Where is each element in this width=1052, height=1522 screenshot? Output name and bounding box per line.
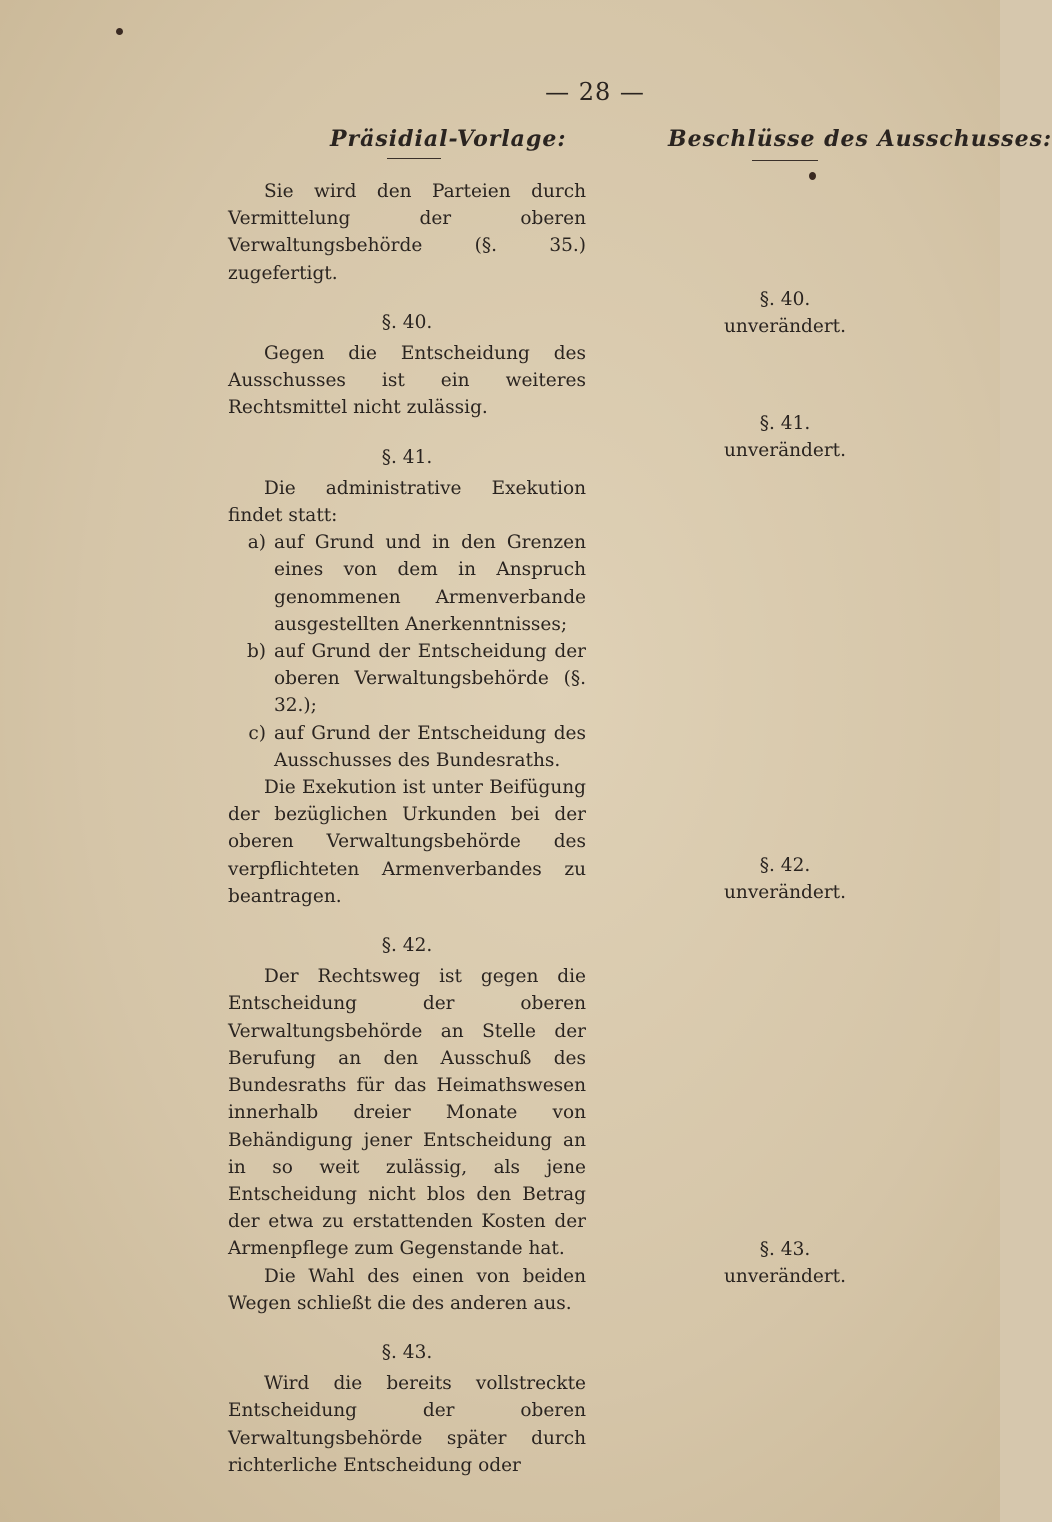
section-43-decision: unverändert. xyxy=(724,1266,846,1288)
section-41-text-2: Die Exekution ist unter Beifügung der bezüglichen Urkunden bei der oberen Verwaltungsbehörde des verpflichteten Armenverbandes zu beantragen. xyxy=(228,777,586,907)
section-42-text: Der Rechtsweg ist gegen die Entscheidung der oberen Verwaltungsbehörde an Stelle der Berufung an den Ausschuß des Bundesraths für das Heimathswesen innerhalb dreier Monate von Behändigung jener Entscheidung an in so weit zulässig, als jene Entscheidung nicht blos den Betrag der etwa zu erstattenden Kosten der Armenpflege zum Gegenstande hat. xyxy=(228,966,586,1260)
left-column xyxy=(228,178,586,1479)
list-item xyxy=(228,720,586,774)
section-43-title: §. 43. xyxy=(381,1341,433,1363)
section-41-decision: unverändert. xyxy=(724,440,846,462)
right-block-40 xyxy=(640,286,930,340)
list-item xyxy=(228,529,586,638)
section-42-title: §. 42. xyxy=(759,855,811,876)
list-item-label: b) xyxy=(246,641,266,663)
list-item-text: auf Grund und in den Grenzen eines von dem in Anspruch genommenen Armenverbande ausgestellten Anerkenntnisses; xyxy=(274,532,586,635)
section-42-title: §. 42. xyxy=(381,935,433,957)
right-block-43 xyxy=(640,1236,930,1290)
ink-spot xyxy=(809,172,816,180)
section-41-text: Die administrative Exekution findet statt: xyxy=(228,477,586,527)
section-42-decision: unverändert. xyxy=(724,882,846,904)
heading-divider xyxy=(387,158,441,159)
right-block-41 xyxy=(640,410,930,464)
right-column-heading: Beschlüsse des Ausschusses: xyxy=(668,126,1052,152)
list-item-text: auf Grund der Entscheidung des Ausschusses des Bundesraths. xyxy=(274,722,586,771)
list-item-label: c) xyxy=(248,722,266,744)
section-43-text: Wird die bereits vollstreckte Entscheidung der oberen Verwaltungsbehörde später durch richterliche Entscheidung oder xyxy=(228,1373,586,1476)
intro-paragraph: Sie wird den Parteien durch Vermittelung der oberen Verwaltungsbehörde (§. 35.) zugefertigt. xyxy=(228,181,586,284)
section-40-title: §. 40. xyxy=(381,311,433,333)
section-41-title: §. 41. xyxy=(381,446,433,468)
section-41-title: §. 41. xyxy=(759,413,811,434)
list-item-text: auf Grund der Entscheidung der oberen Verwaltungsbehörde (§. 32.); xyxy=(274,641,586,717)
section-40-text: Gegen die Entscheidung des Ausschusses ist ein weiteres Rechtsmittel nicht zulässig. xyxy=(228,343,586,419)
page-number: — 28 — xyxy=(545,78,645,106)
section-40-decision: unverändert. xyxy=(724,316,846,338)
section-40-title: §. 40. xyxy=(759,289,811,310)
list-item xyxy=(228,638,586,720)
section-42-text-2: Die Wahl des einen von beiden Wegen schließt die des anderen aus. xyxy=(228,1265,586,1314)
right-block-42 xyxy=(640,852,930,906)
heading-divider xyxy=(752,160,818,161)
left-column-heading: Präsidial-Vorlage: xyxy=(330,126,567,152)
section-43-title: §. 43. xyxy=(759,1239,811,1260)
ink-spot xyxy=(116,28,123,35)
list-item-label: a) xyxy=(247,532,266,554)
